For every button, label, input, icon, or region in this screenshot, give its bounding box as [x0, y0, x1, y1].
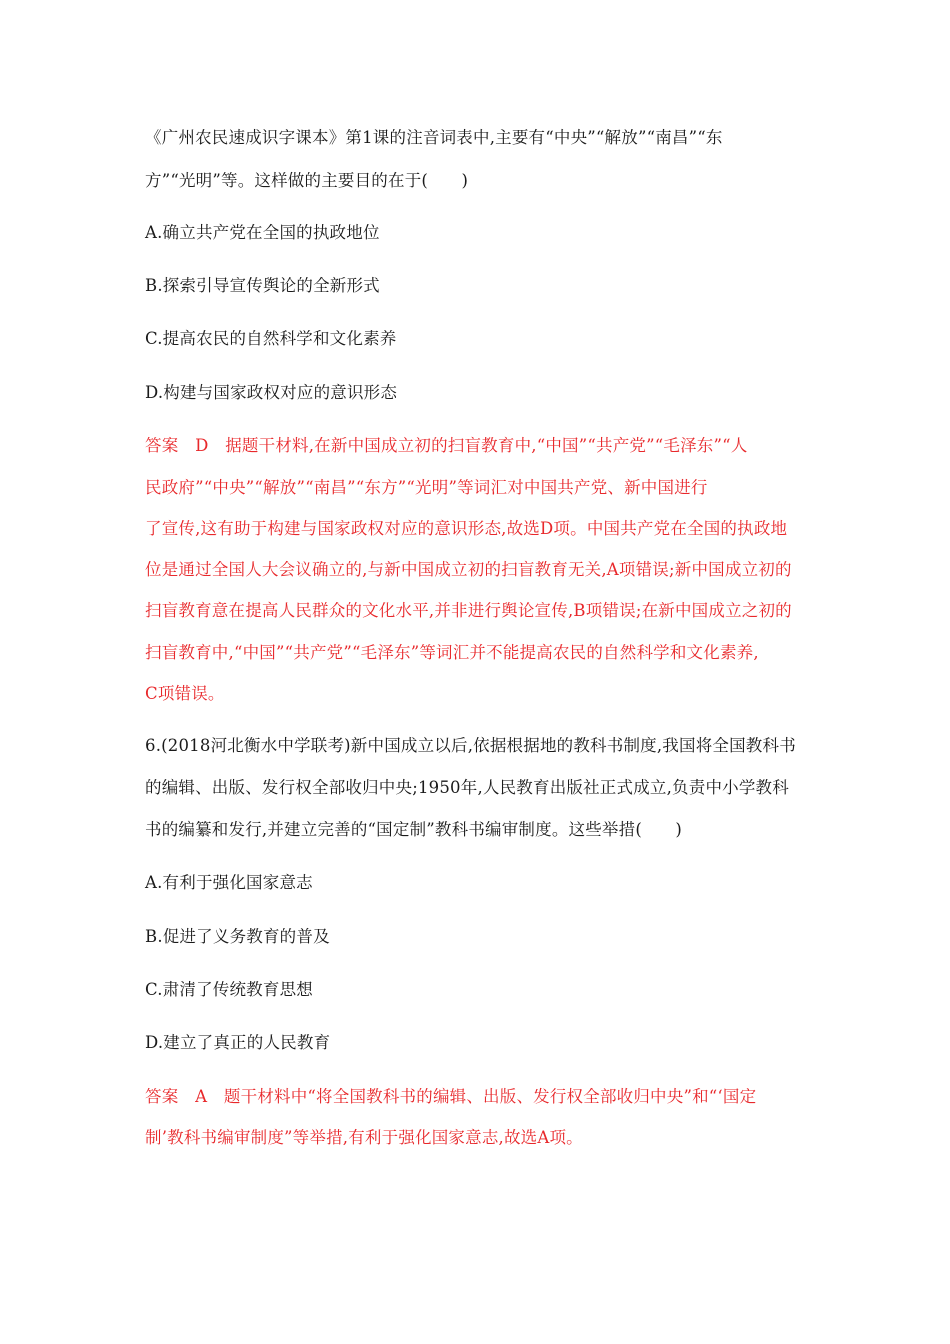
question-6-option-b: B.促进了义务教育的普及: [145, 927, 330, 946]
question-6-stem-line-2: 的编辑、出版、发行权全部收归中央;1950年,人民教育出版社正式成立,负责中小学教科: [145, 778, 789, 797]
question-6-option-c: C.肃清了传统教育思想: [145, 980, 313, 999]
question-6-stem-line-3: 书的编纂和发行,并建立完善的“国定制”教科书编审制度。这些举措( ): [145, 820, 682, 839]
question-6-answer-line-2: 制’教科书编审制度”等举措,有利于强化国家意志,故选A项。: [145, 1128, 583, 1147]
question-6-option-d: D.建立了真正的人民教育: [145, 1033, 331, 1052]
question-5-answer-line-5: 扫盲教育意在提高人民群众的文化水平,并非进行舆论宣传,B项错误;在新中国成立之初的: [145, 601, 792, 620]
question-5-answer-line-7: C项错误。: [145, 684, 225, 703]
question-6-option-a: A.有利于强化国家意志: [145, 873, 313, 892]
question-5-stem-line-1: 《广州农民速成识字课本》第1课的注音词表中,主要有“中央”“解放”“南昌”“东: [145, 128, 723, 147]
question-5-answer-line-2: 民政府”“中央”“解放”“南昌”“东方”“光明”等词汇对中国共产党、新中国进行: [145, 478, 708, 497]
question-6-stem-line-1: 6.(2018河北衡水中学联考)新中国成立以后,依据根据地的教科书制度,我国将全国教科书: [145, 736, 796, 755]
question-5-stem-line-2: 方”“光明”等。这样做的主要目的在于( ): [145, 171, 469, 190]
question-5-answer-line-3: 了宣传,这有助于构建与国家政权对应的意识形态,故选D项。中国共产党在全国的执政地: [145, 519, 788, 538]
question-5-option-d: D.构建与国家政权对应的意识形态: [145, 383, 398, 402]
question-5-option-a: A.确立共产党在全国的执政地位: [145, 223, 380, 242]
question-5-answer-line-1: 答案 D 据题干材料,在新中国成立初的扫盲教育中,“中国”“共产党”“毛泽东”“人: [145, 436, 748, 455]
question-5-option-b: B.探索引导宣传舆论的全新形式: [145, 276, 380, 295]
question-6-answer-line-1: 答案 A 题干材料中“将全国教科书的编辑、出版、发行权全部收归中央”和“‘国定: [145, 1087, 757, 1106]
question-5-answer-line-6: 扫盲教育中,“中国”“共产党”“毛泽东”等词汇并不能提高农民的自然科学和文化素养,: [145, 643, 759, 662]
question-5-option-c: C.提高农民的自然科学和文化素养: [145, 329, 397, 348]
question-5-answer-line-4: 位是通过全国人大会议确立的,与新中国成立初的扫盲教育无关,A项错误;新中国成立初的: [145, 560, 792, 579]
